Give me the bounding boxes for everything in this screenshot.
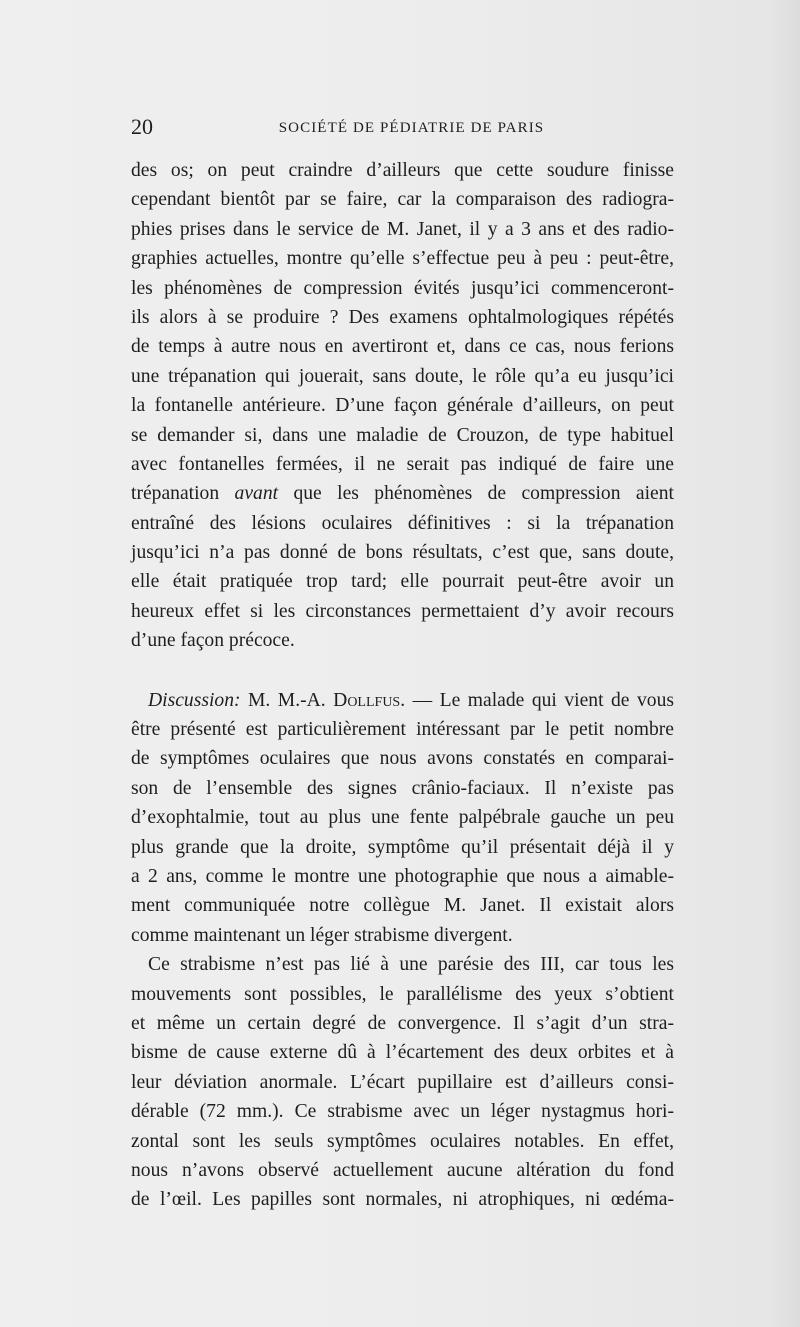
text-line: a 2 ans, comme le montre une photographie que nous a aimable- — [131, 865, 674, 887]
journal-title: SOCIÉTÉ DE PÉDIATRIE DE PARIS — [278, 120, 545, 136]
speaker-name: Dollfus — [333, 689, 401, 711]
text-line: dérable (72 mm.). Ce strabisme avec un léger nystagmus hori- — [131, 1101, 674, 1123]
paragraph-discussion — [131, 686, 674, 951]
page-number: 20 — [131, 114, 153, 139]
text-line: une trépanation qui jouerait, sans doute, le rôle qu’a eu jusqu’ici — [131, 365, 674, 387]
text-line: son de l’ensemble des signes crânio-faciaux. Il n’existe pas — [131, 777, 674, 799]
discussion-label: Discussion: — [148, 689, 241, 711]
text-line: bisme de cause externe dû à l’écartement des deux orbites et à — [131, 1042, 674, 1064]
paragraph-strabisme — [131, 950, 674, 1215]
speaker-prefix: M. M.-A. — [240, 689, 334, 711]
text-line: de temps à autre nous en avertiront et, dans ce cas, nous ferions — [131, 336, 674, 358]
text-line: comme maintenant un léger strabisme divergent. — [131, 924, 513, 946]
text-line: cependant bientôt par se faire, car la comparaison des radiogra- — [131, 189, 674, 211]
text-line: Ce strabisme n’est pas lié à une parésie des III, car tous les — [148, 954, 674, 976]
italic-emphasis: avant — [234, 483, 279, 505]
text-line: elle était pratiquée trop tard; elle pourrait peut-être avoir un — [131, 571, 674, 593]
text-fragment: . — Le malade qui vient de vous — [400, 689, 674, 711]
text-line-with-italic — [131, 479, 674, 508]
text-line: heureux effet si les circonstances permettaient d’y avoir recours — [131, 600, 674, 622]
text-line: entraîné des lésions oculaires définitives : si la trépanation — [131, 512, 674, 534]
text-line: la fontanelle antérieure. D’une façon générale d’ailleurs, on peut — [131, 395, 674, 417]
paragraph-spacer — [131, 656, 674, 686]
text-line: des os; on peut craindre d’ailleurs que cette soudure finisse — [131, 160, 674, 181]
text-line: de l’œil. Les papilles sont normales, ni atrophiques, ni œdéma- — [131, 1189, 674, 1211]
text-line: avec fontanelles fermées, il ne serait pas indiqué de faire une — [131, 453, 674, 475]
discussion-first-line — [131, 686, 674, 715]
text-line: leur déviation anormale. L’écart pupillaire est d’ailleurs consi- — [131, 1071, 674, 1093]
body-text — [131, 156, 674, 1215]
text-line: jusqu’ici n’a pas donné de bons résultats, c’est que, sans doute, — [131, 542, 674, 564]
text-line: être présenté est particulièrement intéressant par le petit nombre — [131, 719, 674, 741]
text-line: ils alors à se produire ? Des examens ophtalmologiques répétés — [131, 306, 674, 328]
text-line: phies prises dans le service de M. Janet, il y a 3 ans et des radio- — [131, 218, 674, 240]
text-line: se demander si, dans une maladie de Crouzon, de type habituel — [131, 424, 674, 446]
text-line: d’exophtalmie, tout au plus une fente palpébrale gauche un peu — [131, 807, 674, 829]
text-line: ment communiquée notre collègue M. Janet. Il existait alors — [131, 895, 674, 917]
text-line: graphies actuelles, montre qu’elle s’effectue peu à peu : peut-être, — [131, 248, 674, 270]
text-line: les phénomènes de compression évités jusqu’ici commenceront- — [131, 277, 674, 299]
text-line: plus grande que la droite, symptôme qu’il présentait déjà il y — [131, 836, 674, 858]
text-fragment: que les phénomènes de compression aient — [278, 483, 674, 505]
text-line: nous n’avons observé actuellement aucune altération du fond — [131, 1159, 674, 1181]
text-line: mouvements sont possibles, le parallélisme des yeux s’obtient — [131, 983, 674, 1005]
text-line: zontal sont les seuls symptômes oculaires notables. En effet, — [131, 1130, 674, 1152]
running-head — [131, 114, 674, 140]
text-line: et même un certain degré de convergence. Il s’agit d’un stra- — [131, 1012, 674, 1034]
paragraph-continuation — [131, 156, 674, 656]
text-fragment: trépanation — [131, 483, 235, 505]
text-line: d’une façon précoce. — [131, 630, 295, 652]
text-line: de symptômes oculaires que nous avons constatés en comparai- — [131, 748, 674, 770]
